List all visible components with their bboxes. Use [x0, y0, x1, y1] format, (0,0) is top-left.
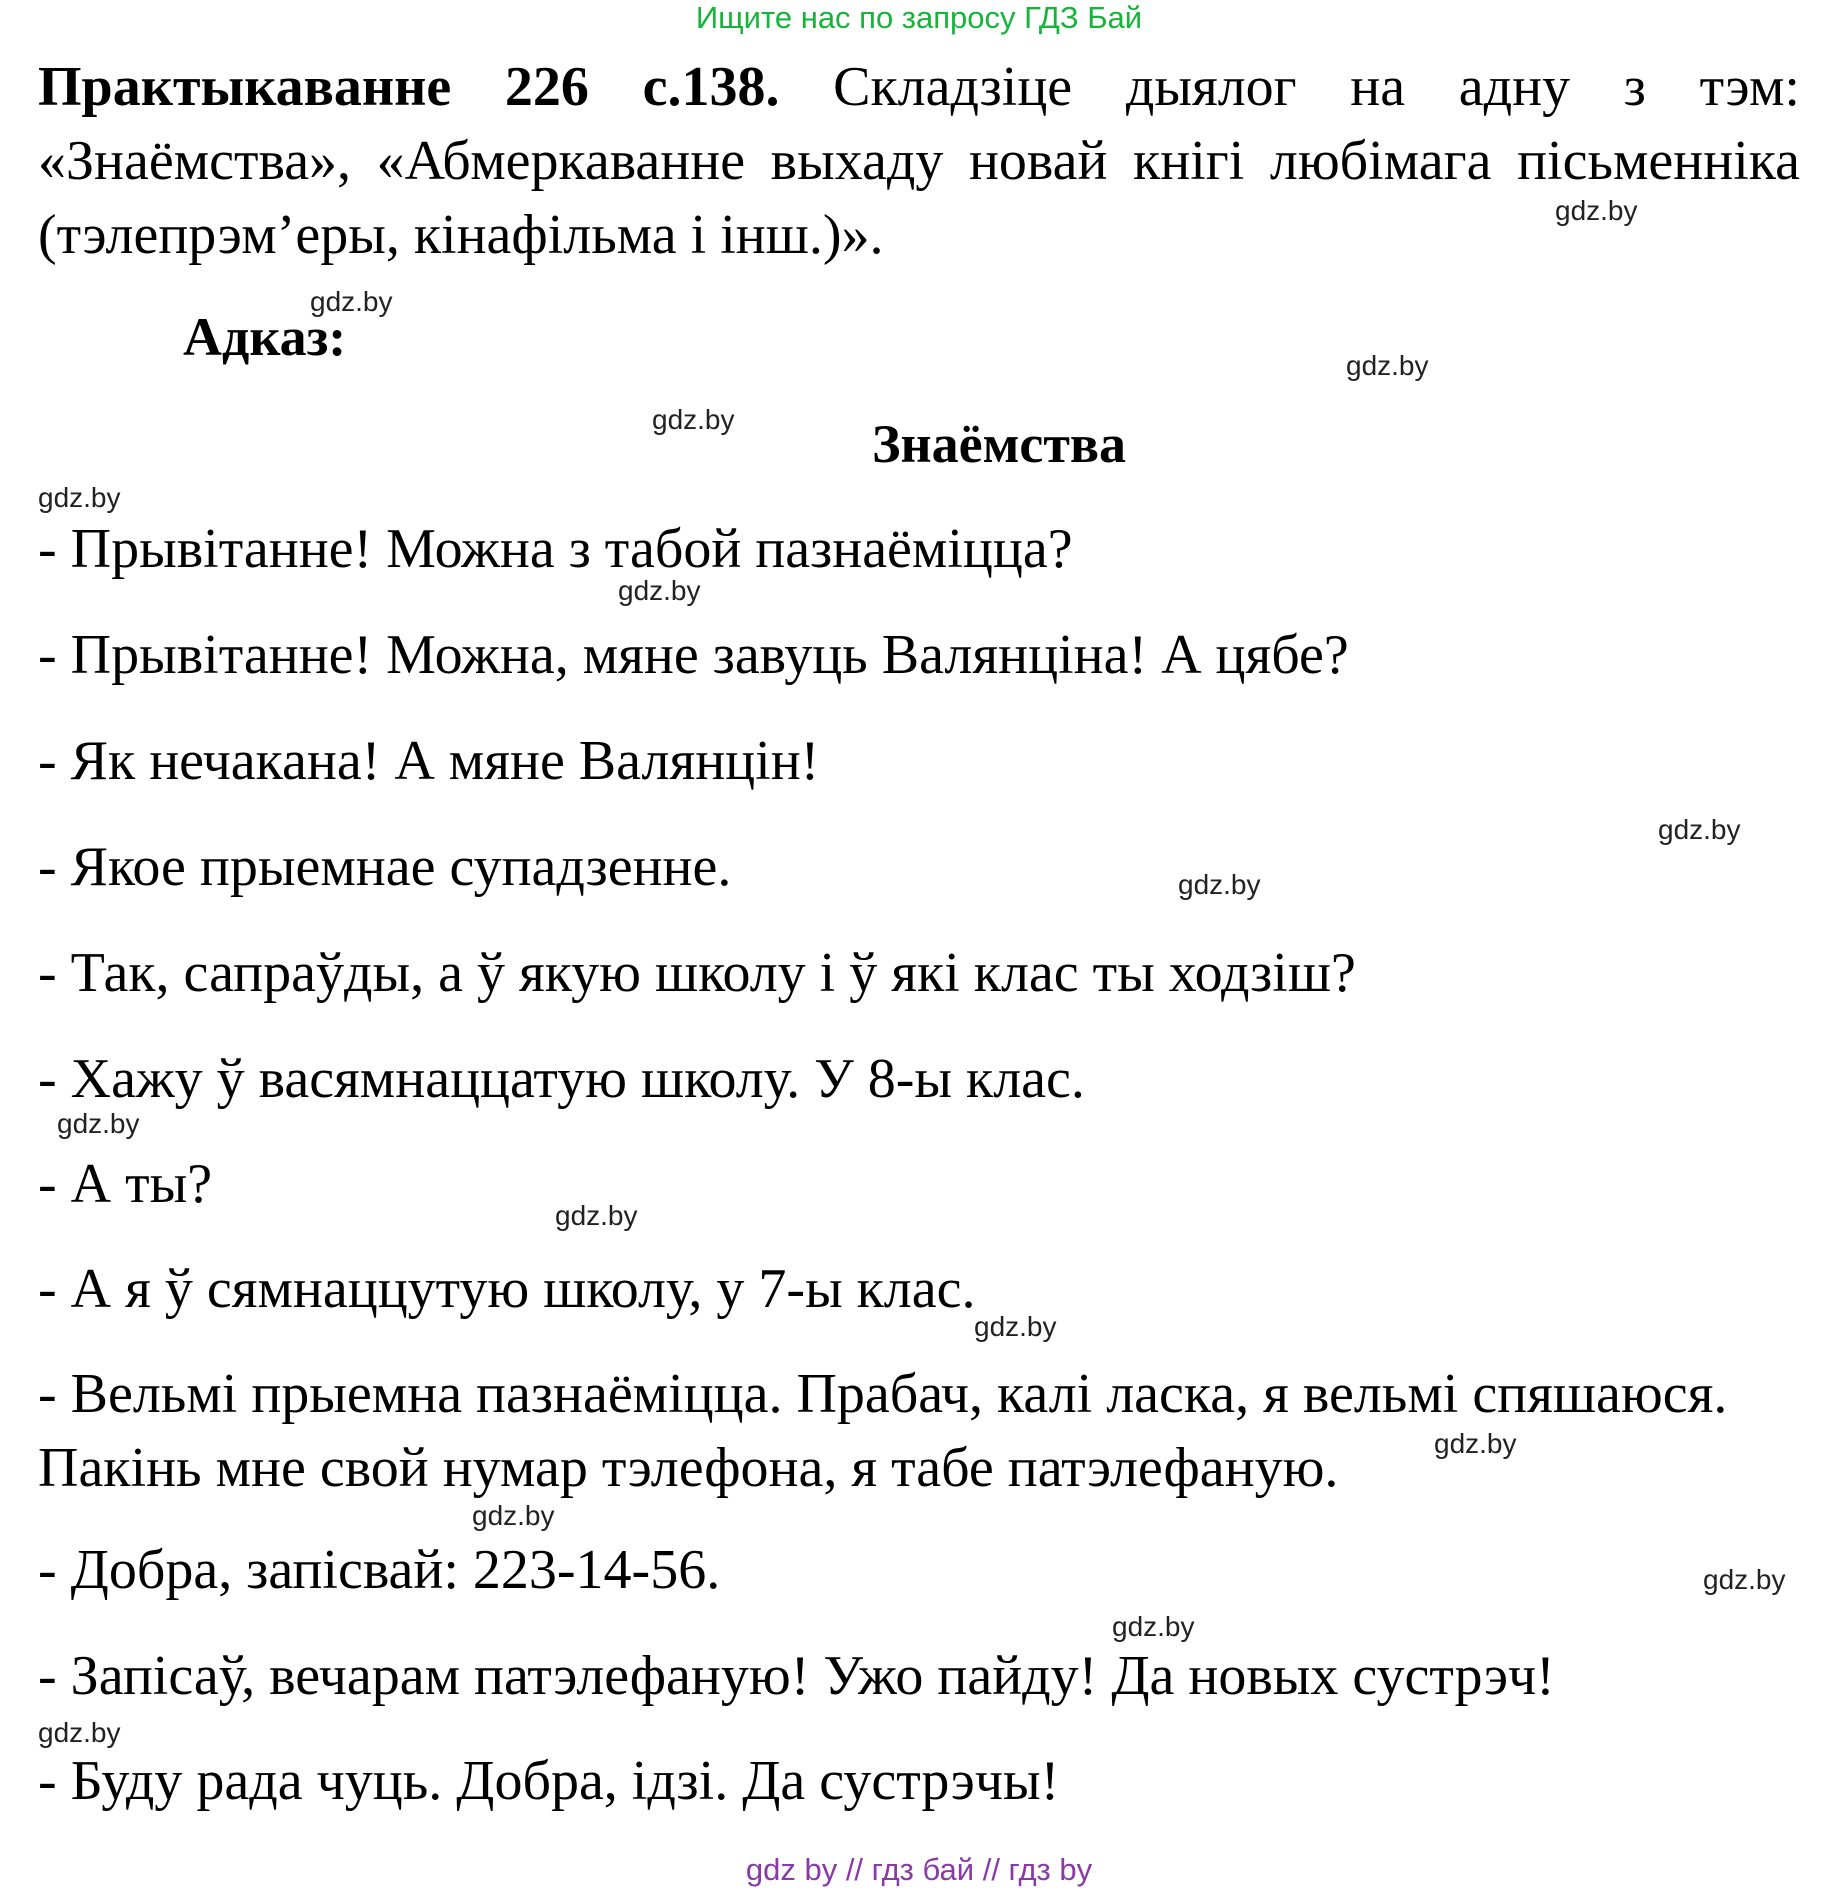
watermark: gdz.by [1555, 195, 1638, 226]
dialog-line: - Запісаў, вечарам патэлефаную! Ужо пайду! Да новых сустрэч! [38, 1645, 1555, 1707]
task-label: Практыкаванне 226 с.138. [38, 56, 780, 118]
task-text: Складзіце дыялог на адну з тэм: «Знаёмства», «Абмеркаванне выхаду новай кнігі любімага пісьменніка (тэлепрэм’еры, кінафільма і інш.)». [38, 56, 1800, 266]
watermark: gdz.by [555, 1200, 638, 1231]
watermark: gdz.by [1178, 869, 1261, 900]
dialog-line: - Добра, запісвай: 223-14-56. [38, 1539, 721, 1601]
watermark: gdz.by [618, 575, 701, 606]
dialog-line: - Вельмі прыемна пазнаёміцца. Прабач, калі ласка, я вельмі спяшаюся. Пакінь мне свой нумар тэлефона, я табе патэлефаную. [38, 1363, 1728, 1499]
watermark: gdz.by [310, 286, 393, 317]
watermark: gdz.by [974, 1311, 1057, 1342]
dialog-line: - Так, сапраўды, а ў якую школу і ў які клас ты ходзіш? [38, 942, 1356, 1004]
task-statement [38, 50, 1800, 272]
watermark: gdz.by [652, 404, 735, 435]
dialog-line: - Буду рада чуць. Добра, ідзі. Да сустрэчы! [38, 1750, 1060, 1812]
watermark: gdz.by [1703, 1564, 1786, 1595]
top-banner: Ищите нас по запросу ГДЗ Бай [695, 0, 1143, 35]
watermark: gdz.by [1112, 1611, 1195, 1642]
watermark: gdz.by [57, 1108, 140, 1139]
watermark: gdz.by [38, 482, 121, 513]
dialog-line: - Хажу ў васямнаццатую школу. У 8-ы клас. [38, 1048, 1085, 1110]
dialog-line: - Прывітанне! Можна, мяне завуць Валянціна! А цябе? [38, 624, 1349, 686]
watermark: gdz.by [1658, 814, 1741, 845]
watermark: gdz.by [1346, 350, 1429, 381]
dialog-line: - А я ў сямнаццутую школу, у 7-ы клас. [38, 1258, 976, 1320]
watermark: gdz.by [1434, 1428, 1517, 1459]
dialog-line: - А ты? [38, 1153, 213, 1215]
dialog-title: Знаёмства [871, 414, 1127, 474]
watermark: gdz.by [38, 1717, 121, 1748]
answer-label: Адказ: [183, 307, 347, 367]
watermark: gdz.by [472, 1500, 555, 1531]
dialog-line: - Прывітанне! Можна з табой пазнаёміцца? [38, 518, 1073, 580]
dialog-line: - Як нечакана! А мяне Валянцін! [38, 730, 820, 792]
dialog-line: - Якое прыемнае супадзенне. [38, 836, 732, 898]
bottom-banner: gdz by // гдз бай // гдз by [745, 1852, 1093, 1887]
